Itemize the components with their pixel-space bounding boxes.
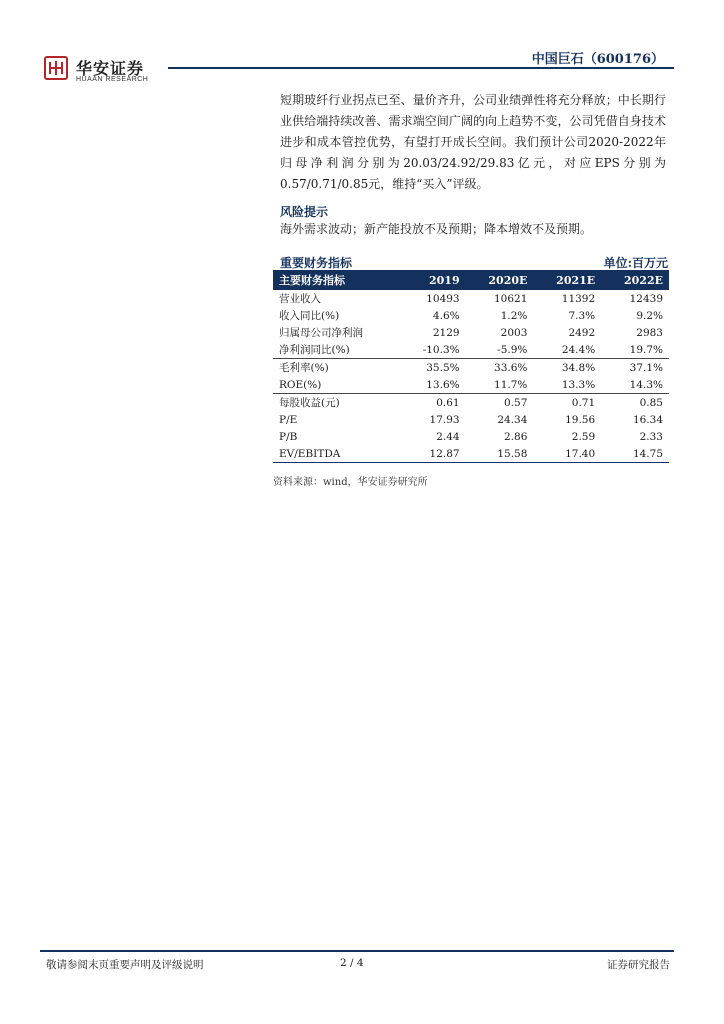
table-cell: 0.71 [533, 394, 601, 412]
row-label: P/B [279, 430, 298, 443]
report-header-title: 中国巨石（600176） [531, 52, 664, 67]
table-cell: 2.44 [436, 430, 460, 443]
table-row [273, 359, 669, 377]
table-cell: 2983 [636, 326, 663, 339]
table-cell: 2003 [500, 326, 528, 339]
risk-section-title: 风险提示 [280, 205, 329, 219]
table-header-row [273, 270, 669, 290]
table-cell: 19.7% [629, 343, 663, 356]
table-cell: 10493 [426, 292, 460, 305]
row-label: 每股收益(元) [273, 394, 401, 412]
row-label: P/E [279, 413, 298, 426]
footer-divider [40, 950, 674, 952]
table-row [273, 376, 669, 394]
row-label: EV/EBITDA [273, 445, 401, 463]
table-row [273, 341, 669, 359]
table-cell: 13.6% [426, 378, 460, 391]
table-header-cell: 2019 [401, 270, 466, 290]
row-label: 净利润同比(%) [279, 344, 350, 356]
page-number: 2 / 4 [340, 957, 364, 969]
table-cell: 11392 [561, 292, 596, 305]
table-cell: 4.6% [432, 309, 460, 322]
table-cell: 35.5% [401, 359, 466, 377]
table-cell: 24.4% [561, 343, 596, 356]
table-row [273, 307, 669, 324]
table-cell: 0.61 [401, 394, 466, 412]
table-cell: 0.57 [466, 394, 534, 412]
table-row [273, 290, 669, 307]
table-cell: 33.6% [466, 359, 534, 377]
financial-table-unit: 单位:百万元 [603, 256, 668, 270]
row-label: ROE(%) [279, 378, 322, 391]
summary-paragraph: 短期玻纤行业拐点已至、量价齐升，公司业绩弹性将充分释放；中长期行业供给端持续改善、需求端空间广阔的向上趋势不变，公司凭借自身技术进步和成本管控优势，有望打开成长空间。我们预计公司2020-2022年归母净利润分别为20.03/24.92/29.83亿元，对应EPS分别为0.57/0.71/0.85元，维持“买入”评级。 [280, 93, 666, 191]
table-row [273, 324, 669, 341]
table-row [273, 411, 669, 428]
logo-text-en: HUAAN RESEARCH [76, 76, 149, 83]
risk-section-text: 海外需求波动；新产能投放不及预期；降本增效不及预期。 [280, 222, 593, 236]
table-cell: 1.2% [500, 309, 528, 322]
financial-table-title: 重要财务指标 [280, 256, 353, 270]
table-cell: 2492 [568, 326, 596, 339]
table-cell: 2.59 [571, 430, 596, 443]
table-cell: 17.93 [429, 413, 460, 426]
financial-table [273, 270, 669, 463]
table-cell: 37.1% [601, 359, 669, 377]
table-row [273, 394, 669, 412]
logo-emblem-icon [44, 56, 68, 80]
table-cell: 14.3% [629, 378, 663, 391]
table-cell: 14.75 [601, 445, 669, 463]
table-cell: 16.34 [632, 413, 663, 426]
table-cell: 10621 [493, 292, 528, 305]
table-cell: 2.86 [504, 430, 528, 443]
table-header-cell: 主要财务指标 [273, 270, 401, 290]
table-row [273, 445, 669, 463]
table-cell: -10.3% [422, 343, 460, 356]
table-cell: -5.9% [497, 343, 528, 356]
company-logo [44, 56, 164, 86]
logo-text-cn: 华安证券 [76, 59, 145, 78]
table-header-cell: 2022E [601, 270, 669, 290]
footer-disclaimer: 敬请参阅末页重要声明及评级说明 [46, 959, 204, 971]
table-cell: 34.8% [533, 359, 601, 377]
table-cell: 11.7% [494, 378, 528, 391]
table-cell: 13.3% [561, 378, 596, 391]
table-source-note: 资料来源：wind，华安证券研究所 [273, 477, 428, 488]
table-cell: 12.87 [401, 445, 466, 463]
row-label: 毛利率(%) [273, 359, 401, 377]
table-cell: 9.2% [636, 309, 663, 322]
table-cell: 19.56 [565, 413, 596, 426]
table-cell: 7.3% [568, 309, 596, 322]
table-cell: 0.85 [601, 394, 669, 412]
row-label: 归属母公司净利润 [279, 327, 363, 339]
table-header-cell: 2021E [533, 270, 601, 290]
table-cell: 15.58 [466, 445, 534, 463]
footer-report-type: 证券研究报告 [607, 959, 670, 971]
table-cell: 2.33 [639, 430, 663, 443]
table-cell: 17.40 [533, 445, 601, 463]
row-label: 营业收入 [279, 293, 321, 305]
table-cell: 24.34 [497, 413, 528, 426]
table-header-cell: 2020E [466, 270, 534, 290]
table-cell: 12439 [629, 292, 663, 305]
table-cell: 2129 [432, 326, 460, 339]
header-divider [168, 67, 674, 69]
table-row [273, 428, 669, 445]
row-label: 收入同比(%) [279, 310, 340, 322]
